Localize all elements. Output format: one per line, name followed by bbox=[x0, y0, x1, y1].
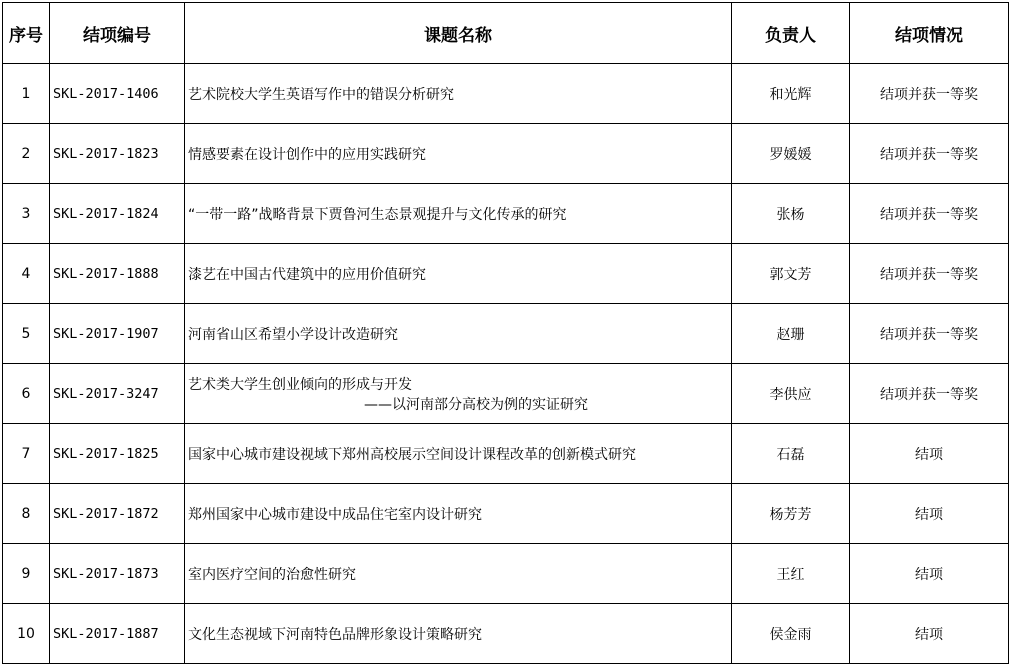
cell-title: 文化生态视域下河南特色品牌形象设计策略研究 bbox=[185, 604, 732, 664]
cell-lead: 侯金雨 bbox=[732, 604, 850, 664]
cell-status: 结项 bbox=[850, 484, 1009, 544]
cell-seq: 4 bbox=[3, 244, 50, 304]
table-row bbox=[3, 484, 1009, 544]
cell-status: 结项并获一等奖 bbox=[850, 364, 1009, 424]
cell-lead: 王红 bbox=[732, 544, 850, 604]
header-seq: 序号 bbox=[3, 3, 50, 64]
cell-lead: 杨芳芳 bbox=[732, 484, 850, 544]
cell-code: SKL-2017-1887 bbox=[50, 604, 185, 664]
cell-status: 结项并获一等奖 bbox=[850, 184, 1009, 244]
cell-status: 结项并获一等奖 bbox=[850, 124, 1009, 184]
cell-title: 漆艺在中国古代建筑中的应用价值研究 bbox=[185, 244, 732, 304]
table-row bbox=[3, 364, 1009, 424]
cell-code: SKL-2017-1823 bbox=[50, 124, 185, 184]
cell-code: SKL-2017-1406 bbox=[50, 64, 185, 124]
cell-title: “一带一路”战略背景下贾鲁河生态景观提升与文化传承的研究 bbox=[185, 184, 732, 244]
header-lead: 负责人 bbox=[732, 3, 850, 64]
header-row bbox=[3, 3, 1009, 64]
cell-title bbox=[185, 364, 732, 424]
cell-lead: 李供应 bbox=[732, 364, 850, 424]
cell-code: SKL-2017-3247 bbox=[50, 364, 185, 424]
cell-lead: 石磊 bbox=[732, 424, 850, 484]
cell-title-line1: 艺术类大学生创业倾向的形成与开发 bbox=[188, 376, 412, 393]
table-body bbox=[3, 64, 1009, 664]
cell-status: 结项 bbox=[850, 604, 1009, 664]
projects-table bbox=[2, 2, 1009, 664]
cell-code: SKL-2017-1825 bbox=[50, 424, 185, 484]
cell-seq: 6 bbox=[3, 364, 50, 424]
cell-title: 情感要素在设计创作中的应用实践研究 bbox=[185, 124, 732, 184]
cell-title: 艺术院校大学生英语写作中的错误分析研究 bbox=[185, 64, 732, 124]
cell-title: 河南省山区希望小学设计改造研究 bbox=[185, 304, 732, 364]
cell-status: 结项并获一等奖 bbox=[850, 244, 1009, 304]
cell-seq: 2 bbox=[3, 124, 50, 184]
cell-status: 结项并获一等奖 bbox=[850, 64, 1009, 124]
header-title: 课题名称 bbox=[185, 3, 732, 64]
cell-seq: 9 bbox=[3, 544, 50, 604]
cell-seq: 7 bbox=[3, 424, 50, 484]
header-status: 结项情况 bbox=[850, 3, 1009, 64]
cell-title: 室内医疗空间的治愈性研究 bbox=[185, 544, 732, 604]
table-row bbox=[3, 424, 1009, 484]
cell-title: 郑州国家中心城市建设中成品住宅室内设计研究 bbox=[185, 484, 732, 544]
table-row bbox=[3, 544, 1009, 604]
cell-lead: 赵珊 bbox=[732, 304, 850, 364]
table-row bbox=[3, 244, 1009, 304]
cell-lead: 张杨 bbox=[732, 184, 850, 244]
header-code: 结项编号 bbox=[50, 3, 185, 64]
cell-title: 国家中心城市建设视域下郑州高校展示空间设计课程改革的创新模式研究 bbox=[185, 424, 732, 484]
cell-code: SKL-2017-1872 bbox=[50, 484, 185, 544]
table-row bbox=[3, 304, 1009, 364]
cell-lead: 罗媛媛 bbox=[732, 124, 850, 184]
cell-seq: 8 bbox=[3, 484, 50, 544]
cell-code: SKL-2017-1907 bbox=[50, 304, 185, 364]
cell-seq: 5 bbox=[3, 304, 50, 364]
cell-lead: 郭文芳 bbox=[732, 244, 850, 304]
cell-title-line2: ——以河南部分高校为例的实证研究 bbox=[364, 396, 588, 413]
cell-code: SKL-2017-1873 bbox=[50, 544, 185, 604]
table-row bbox=[3, 604, 1009, 664]
cell-code: SKL-2017-1824 bbox=[50, 184, 185, 244]
cell-seq: 3 bbox=[3, 184, 50, 244]
cell-status: 结项并获一等奖 bbox=[850, 304, 1009, 364]
cell-seq: 1 bbox=[3, 64, 50, 124]
cell-status: 结项 bbox=[850, 544, 1009, 604]
table-row bbox=[3, 184, 1009, 244]
table-row bbox=[3, 124, 1009, 184]
cell-seq: 10 bbox=[3, 604, 50, 664]
cell-status: 结项 bbox=[850, 424, 1009, 484]
table-row bbox=[3, 64, 1009, 124]
cell-lead: 和光辉 bbox=[732, 64, 850, 124]
cell-code: SKL-2017-1888 bbox=[50, 244, 185, 304]
